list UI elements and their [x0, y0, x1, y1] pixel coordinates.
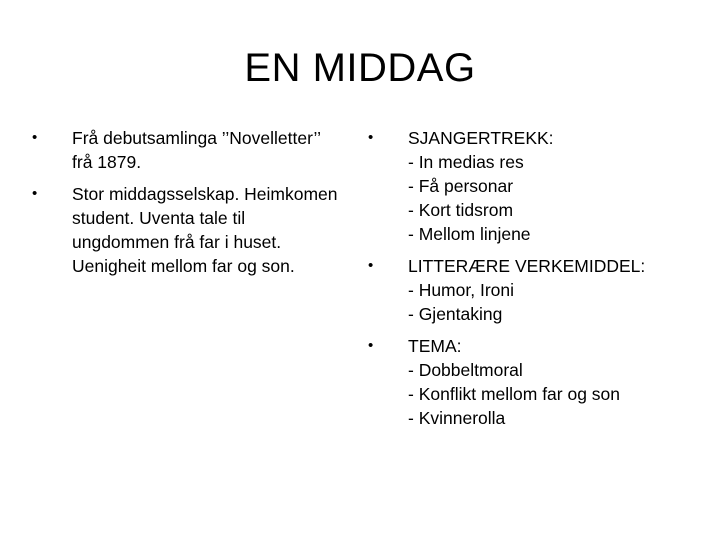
bullet-item: [368, 126, 688, 246]
bullet-line: Uenigheit mellom far og son.: [72, 256, 295, 276]
bullet-icon: •: [32, 129, 38, 146]
bullet-line: - Kort tidsrom: [408, 200, 514, 220]
bullet-line: - Konflikt mellom far og son: [408, 384, 621, 404]
bullet-item: [32, 126, 352, 174]
bullet-item: [368, 254, 688, 326]
bullet-line: - Dobbeltmoral: [408, 360, 523, 380]
bullet-item: [32, 182, 352, 278]
bullet-line: - In medias res: [408, 152, 524, 172]
bullet-line: - Gjentaking: [408, 304, 503, 324]
bullet-line: student. Uventa tale til: [72, 208, 246, 228]
section-heading: SJANGERTREKK:: [408, 128, 554, 148]
bullet-line: - Kvinnerolla: [408, 408, 506, 428]
slide-title: EN MIDDAG: [244, 46, 476, 90]
bullet-line: - Mellom linjene: [408, 224, 531, 244]
right-column: [368, 126, 688, 438]
bullet-line: ungdommen frå far i huset.: [72, 232, 282, 252]
bullet-line: Stor middagsselskap. Heimkomen: [72, 184, 338, 204]
left-column: [32, 126, 352, 286]
bullet-icon: •: [32, 185, 38, 202]
bullet-item: [368, 334, 688, 430]
bullet-line: - Få personar: [408, 176, 514, 196]
bullet-line: Frå debutsamlinga ’’Novelletter’’: [72, 128, 322, 148]
bullet-line: - Humor, Ironi: [408, 280, 514, 300]
bullet-icon: •: [368, 337, 374, 354]
section-heading: TEMA:: [408, 336, 462, 356]
bullet-icon: •: [368, 257, 374, 274]
section-heading: LITTERÆRE VERKEMIDDEL:: [408, 256, 646, 276]
bullet-line: frå 1879.: [72, 152, 142, 172]
bullet-icon: •: [368, 129, 374, 146]
